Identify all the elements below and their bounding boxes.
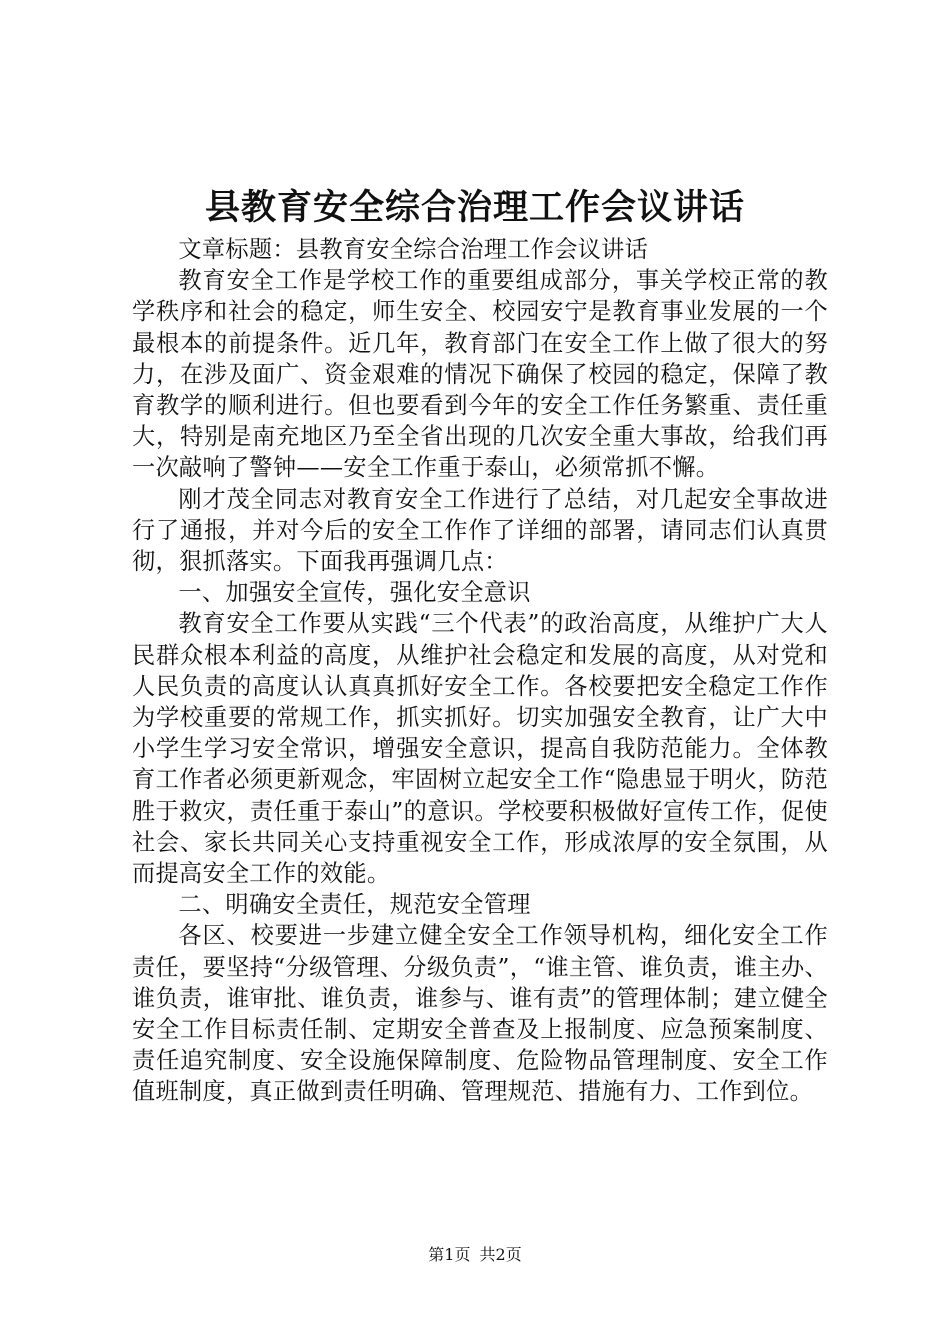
paragraph-section-1: 教育安全工作要从实践“三个代表”的政治高度，从维护广大人民群众根本利益的高度，从维护社会稳定和发展的高度，从对党和人民负责的高度认认真真抓好安全工作。各校要把安全稳定工作作为学校重要的常规工作，抓实抓好。切实加强安全教育，让广大中小学生学习安全常识，增强安全意识，提高自我防范能力。全体教育工作者必须更新观念，牢固树立起安全工作“隐患显于明火，防范胜于救灾，责任重于泰山”的意识。学校要积极做好宣传工作，促使社会、家长共同关心支持重视安全工作，形成浓厚的安全氛围，从而提高安全工作的效能。	[132, 610, 828, 888]
paragraph-summary: 刚才茂全同志对教育安全工作进行了总结，对几起安全事故进行了通报，并对今后的安全工作作了详细的部署，请同志们认真贯彻，狠抓落实。下面我再强调几点：	[132, 485, 828, 576]
page-title: 县教育安全综合治理工作会议讲话	[204, 187, 745, 228]
page-number: 第1页	[428, 1245, 471, 1264]
page-total: 共2页	[479, 1245, 522, 1264]
document-body	[132, 234, 828, 1108]
article-title-line: 文章标题：县教育安全综合治理工作会议讲话	[178, 236, 649, 263]
paragraph-section-2: 各区、校要进一步建立健全安全工作领导机构，细化安全工作责任，要坚持“分级管理、分级负责”，“谁主管、谁负责，谁主办、谁负责，谁审批、谁负责，谁参与、谁有责”的管理体制；建立健全安全工作目标责任制、定期安全普查及上报制度、应急预案制度、责任追究制度、安全设施保障制度、危险物品管理制度、安全工作值班制度，真正做到责任明确、管理规范、措施有力、工作到位。	[132, 922, 828, 1106]
section-heading-2: 二、明确安全责任，规范安全管理	[178, 891, 531, 919]
paragraph-intro: 教育安全工作是学校工作的重要组成部分，事关学校正常的教学秩序和社会的稳定，师生安全、校园安宁是教育事业发展的一个最根本的前提条件。近几年，教育部门在安全工作上做了很大的努力，在涉及面广、资金艰难的情况下确保了校园的稳定，保障了教育教学的顺利进行。但也要看到今年的安全工作任务繁重、责任重大，特别是南充地区乃至全省出现的几次安全重大事故，给我们再一次敲响了警钟——安全工作重于泰山，必须常抓不懈。	[132, 267, 828, 482]
section-heading-1: 一、加强安全宣传，强化安全意识	[178, 579, 531, 607]
page-footer	[0, 1245, 950, 1265]
